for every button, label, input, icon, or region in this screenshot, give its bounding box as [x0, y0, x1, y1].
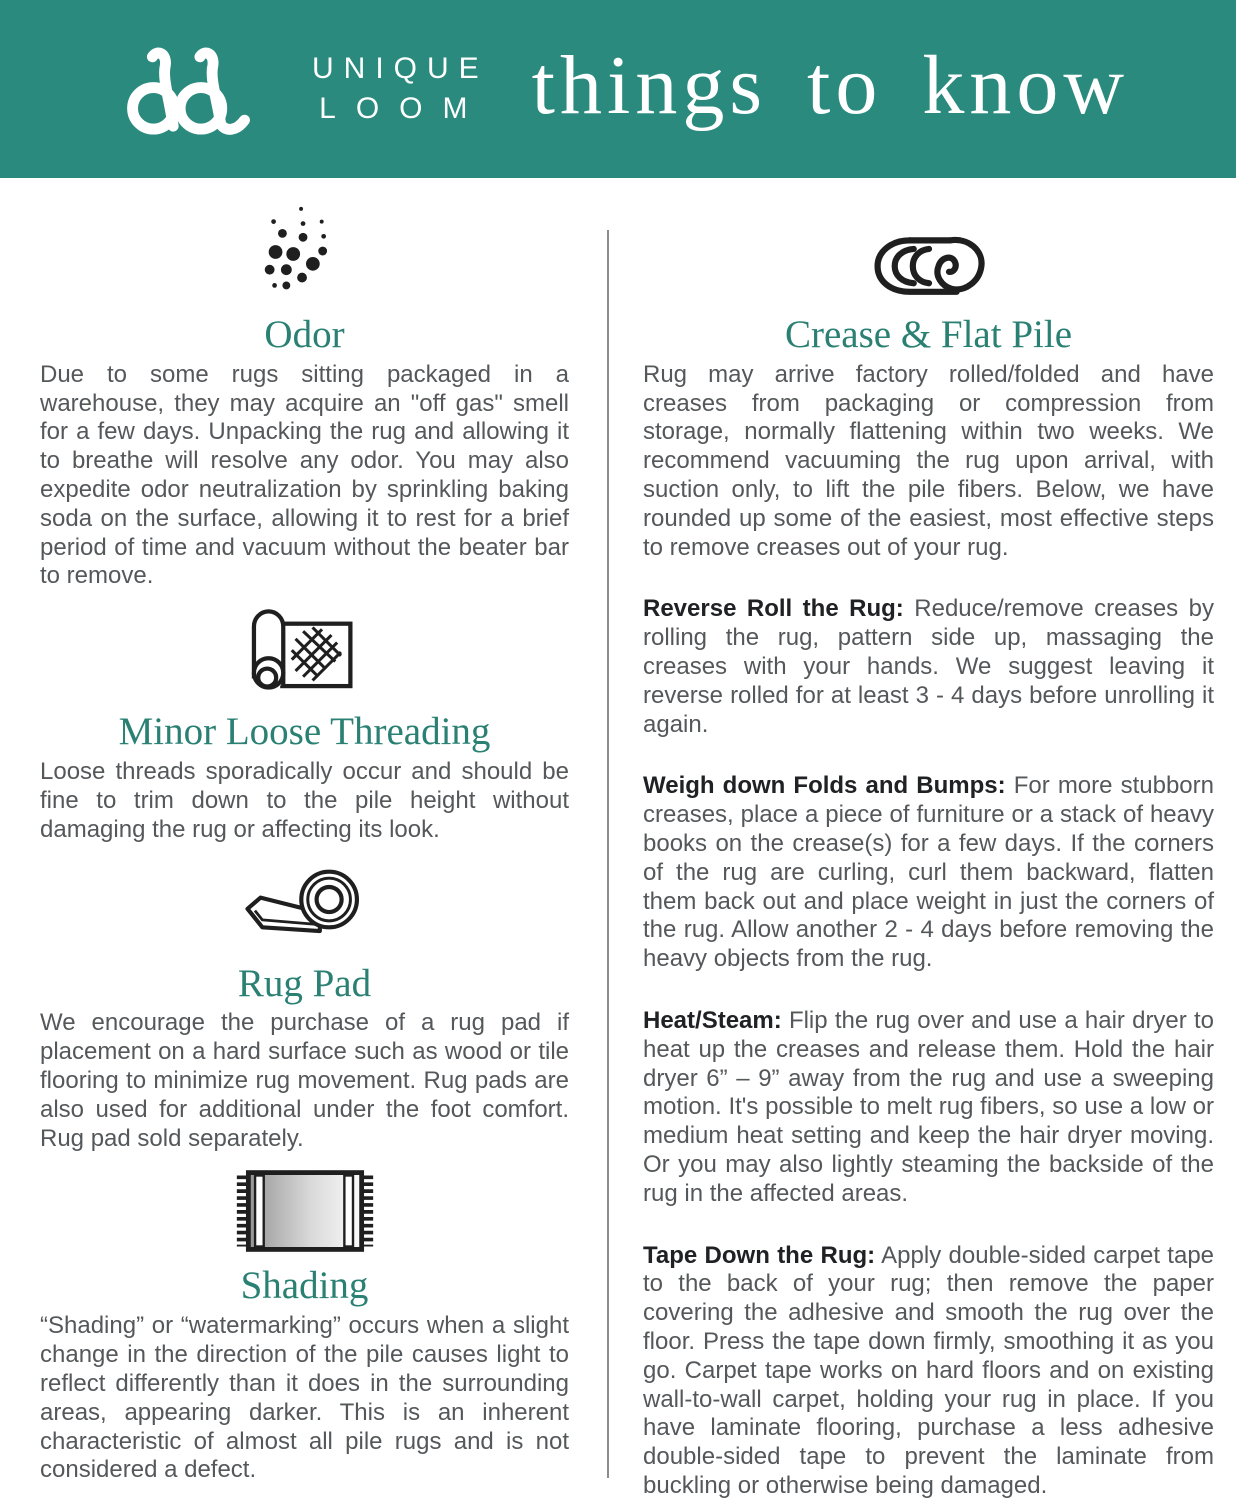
shaded-rug-fringe-icon	[230, 1163, 380, 1259]
section-body-odor: Due to some rugs sitting packaged in a warehouse, they may acquire an "off gas" smell for a few days. Unpacking the rug and allowing it to breathe will resolve any odor. You may also expedite odor neutralization by sprinkling baking soda on the surface, allowing it to rest for a brief period of time and vacuum without the beater bar to remove.	[40, 360, 569, 590]
section-icon-row	[40, 855, 569, 957]
section-heading-rug-pad: Rug Pad	[237, 961, 372, 1005]
section-heading-crease: Crease & Flat Pile	[784, 313, 1073, 356]
section-heading-odor: Odor	[264, 313, 345, 356]
tip-label: Reverse Roll the Rug:	[643, 595, 904, 623]
section-intro-crease: Rug may arrive factory rolled/folded and have creases from packaging or compression from storage, normally flattening within two weeks. We recommend vacuuming the rug upon arrival, with suction only, to lift the pile fibers. Below, we have rounded up some of the easiest, most effective steps to remove creases out of your rug.	[643, 360, 1214, 561]
tip-label: Tape Down the Rug:	[643, 1241, 876, 1269]
left-column	[0, 178, 607, 1511]
tip-text: For more stubborn creases, place a piece of furniture or a stack of heavy books on the crease(s) for a few days. If the corners of the rug are curling, curl them backward, flatten them back out and place weight in just the corners of the rug. Allow another 2 - 4 days before removing the heavy objects from the rug.	[643, 772, 1214, 973]
unique-loom-logo-icon	[92, 37, 292, 141]
section-loose-threading	[40, 601, 569, 844]
rolled-rug-spiral-icon	[865, 228, 993, 308]
content-columns	[0, 178, 1236, 1511]
brand-word-unique: UNIQUE	[312, 52, 489, 86]
odor-dots-icon	[251, 200, 359, 308]
header-banner	[0, 0, 1236, 178]
tip-label: Heat/Steam:	[643, 1007, 782, 1035]
page-title: things to know	[531, 38, 1130, 132]
rolled-rug-crosshatch-icon	[237, 601, 373, 705]
tip-text: Flip the rug over and use a hair dryer to heat up the creases and release them. Hold the hair dryer 6” – 9” away from the rug and use a sweeping motion. It's possible to melt rug fibers, so use a low or medium heat setting and keep the hair dryer moving. Or you may also lightly steaming the backside of the rug in the affected areas.	[643, 1007, 1214, 1207]
section-heading-shading: Shading	[240, 1264, 369, 1308]
section-body-threading: Loose threads sporadically occur and should be fine to trim down to the pile height without damaging the rug or affecting its look.	[40, 758, 569, 843]
rug-pad-roll-icon	[234, 855, 376, 957]
section-icon-row	[40, 178, 569, 308]
section-icon-row	[40, 1163, 569, 1259]
brand-lockup	[92, 37, 489, 141]
right-column	[609, 178, 1236, 1511]
section-body-shading: “Shading” or “watermarking” occurs when a slight change in the direction of the pile causes light to reflect differently than it does in the surrounding areas, appearing darker. This is an inherent characteristic of almost all pile rugs and is not considered a defect.	[40, 1312, 569, 1484]
tip-tape-down	[643, 1242, 1214, 1501]
section-icon-row	[643, 178, 1214, 308]
brand-wordmark	[312, 49, 489, 128]
tip-text: Reduce/remove creases by rolling the rug, pattern side up, massaging the creases with your hands. We suggest leaving it reverse rolled for at least 3 - 4 days before unrolling it again.	[643, 595, 1215, 738]
brand-word-loom: LOOM	[319, 92, 488, 125]
section-odor	[40, 178, 569, 591]
section-crease-flat-pile	[643, 178, 1214, 1501]
tip-text: Apply double-sided carpet tape to the back of your rug; then remove the paper covering the adhesive and smooth the rug over the floor. Press the tape down firmly, smoothing it as you go. Carpet tape works on hard floors and on existing wall-to-wall carpet, holding your rug in place. If you have laminate flooring, purchase a less adhesive double-sided tape to prevent the laminate from buckling or otherwise being damaged.	[643, 1241, 1215, 1499]
tip-label: Weigh down Folds and Bumps:	[643, 772, 1006, 800]
section-shading	[40, 1163, 569, 1485]
tip-reverse-roll	[643, 595, 1214, 739]
tip-weigh-down	[643, 772, 1214, 974]
section-heading-threading: Minor Loose Threading	[118, 710, 491, 754]
section-body-rug-pad: We encourage the purchase of a rug pad if placement on a hard surface such as wood or tile flooring to minimize rug movement. Rug pads are also used for additional under the foot comfort. Rug pad sold separately.	[40, 1009, 569, 1152]
section-rug-pad	[40, 855, 569, 1154]
section-icon-row	[40, 601, 569, 705]
tip-heat-steam	[643, 1007, 1214, 1209]
